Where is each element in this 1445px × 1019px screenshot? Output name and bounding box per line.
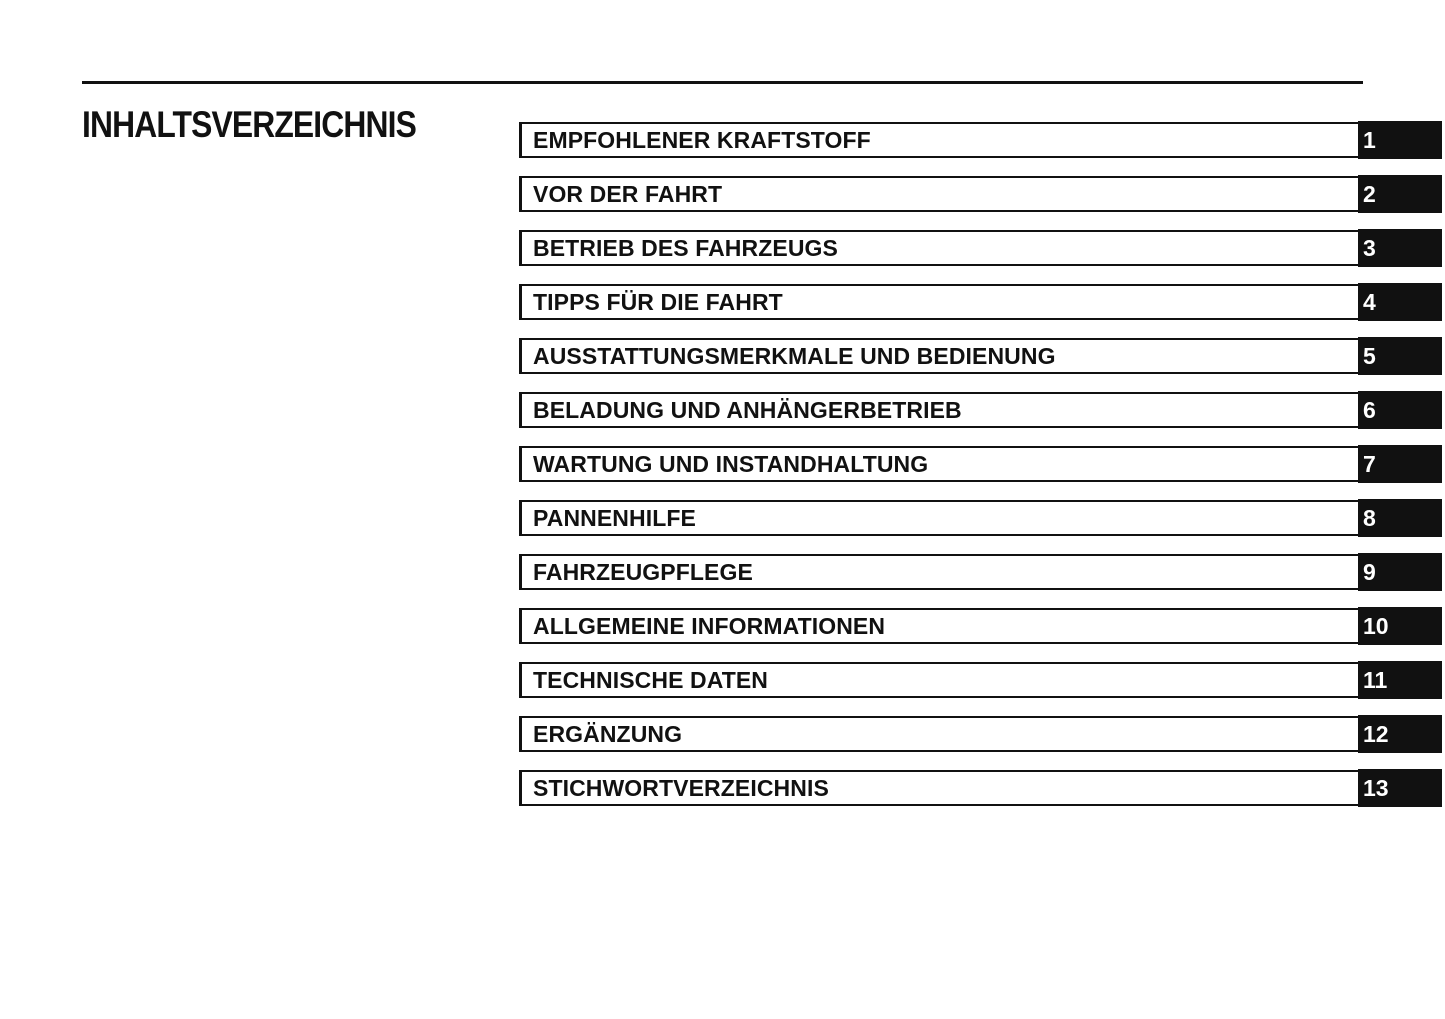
toc-label-box — [519, 392, 1358, 428]
toc-number-tab — [1358, 283, 1442, 321]
toc-label: WARTUNG UND INSTANDHALTUNG — [533, 450, 929, 477]
toc-number-tab — [1358, 715, 1442, 753]
toc-label-box — [519, 176, 1358, 212]
toc-number: 4 — [1363, 288, 1376, 315]
toc-number-tab — [1358, 607, 1442, 645]
toc-label-box — [519, 338, 1358, 374]
toc-label: EMPFOHLENER KRAFTSTOFF — [533, 126, 871, 153]
toc-entry-2[interactable] — [519, 176, 1445, 212]
toc-entry-1[interactable] — [519, 122, 1445, 158]
toc-number-tab — [1358, 229, 1442, 267]
toc-entry-8[interactable] — [519, 500, 1445, 536]
toc-label: ERGÄNZUNG — [533, 720, 683, 747]
toc-number: 1 — [1363, 126, 1376, 153]
toc-number: 12 — [1363, 720, 1389, 747]
toc-label-box — [519, 122, 1358, 158]
toc-entry-10[interactable] — [519, 608, 1445, 644]
toc-label: TIPPS FÜR DIE FAHRT — [533, 288, 783, 315]
toc-entry-3[interactable] — [519, 230, 1445, 266]
toc-number-tab — [1358, 391, 1442, 429]
toc-entry-7[interactable] — [519, 446, 1445, 482]
toc-label: BETRIEB DES FAHRZEUGS — [533, 234, 838, 261]
toc-number-tab — [1358, 445, 1442, 483]
toc-label: BELADUNG UND ANHÄNGERBETRIEB — [533, 396, 962, 423]
toc-label: STICHWORTVERZEICHNIS — [533, 774, 829, 801]
toc-number-tab — [1358, 553, 1442, 591]
toc-number: 5 — [1363, 342, 1376, 369]
toc-number: 9 — [1363, 558, 1376, 585]
toc-label-box — [519, 446, 1358, 482]
toc-number: 10 — [1363, 612, 1389, 639]
toc-label: TECHNISCHE DATEN — [533, 666, 769, 693]
toc-label-box — [519, 608, 1358, 644]
toc-number: 7 — [1363, 450, 1376, 477]
table-of-contents — [519, 122, 1445, 824]
toc-label: VOR DER FAHRT — [533, 180, 723, 207]
toc-label-box — [519, 284, 1358, 320]
toc-number-tab — [1358, 499, 1442, 537]
toc-entry-13[interactable] — [519, 770, 1445, 806]
toc-label-box — [519, 500, 1358, 536]
toc-number: 3 — [1363, 234, 1376, 261]
toc-number-tab — [1358, 769, 1442, 807]
toc-entry-11[interactable] — [519, 662, 1445, 698]
top-divider — [82, 81, 1363, 84]
toc-label-box — [519, 770, 1358, 806]
toc-number-tab — [1358, 175, 1442, 213]
page-title: INHALTSVERZEICHNIS — [82, 104, 416, 145]
toc-entry-6[interactable] — [519, 392, 1445, 428]
toc-label-box — [519, 716, 1358, 752]
toc-number: 6 — [1363, 396, 1376, 423]
toc-label: ALLGEMEINE INFORMATIONEN — [533, 612, 886, 639]
toc-number: 8 — [1363, 504, 1376, 531]
toc-number: 11 — [1363, 666, 1388, 693]
toc-entry-4[interactable] — [519, 284, 1445, 320]
toc-number: 2 — [1363, 180, 1376, 207]
toc-label-box — [519, 554, 1358, 590]
toc-entry-9[interactable] — [519, 554, 1445, 590]
toc-label: FAHRZEUGPFLEGE — [533, 558, 753, 585]
toc-number: 13 — [1363, 774, 1389, 801]
toc-label: PANNENHILFE — [533, 504, 696, 531]
toc-number-tab — [1358, 661, 1442, 699]
toc-label-box — [519, 662, 1358, 698]
toc-entry-12[interactable] — [519, 716, 1445, 752]
toc-label: AUSSTATTUNGSMERKMALE UND BEDIENUNG — [533, 342, 1056, 369]
toc-number-tab — [1358, 337, 1442, 375]
toc-number-tab — [1358, 121, 1442, 159]
toc-label-box — [519, 230, 1358, 266]
toc-entry-5[interactable] — [519, 338, 1445, 374]
